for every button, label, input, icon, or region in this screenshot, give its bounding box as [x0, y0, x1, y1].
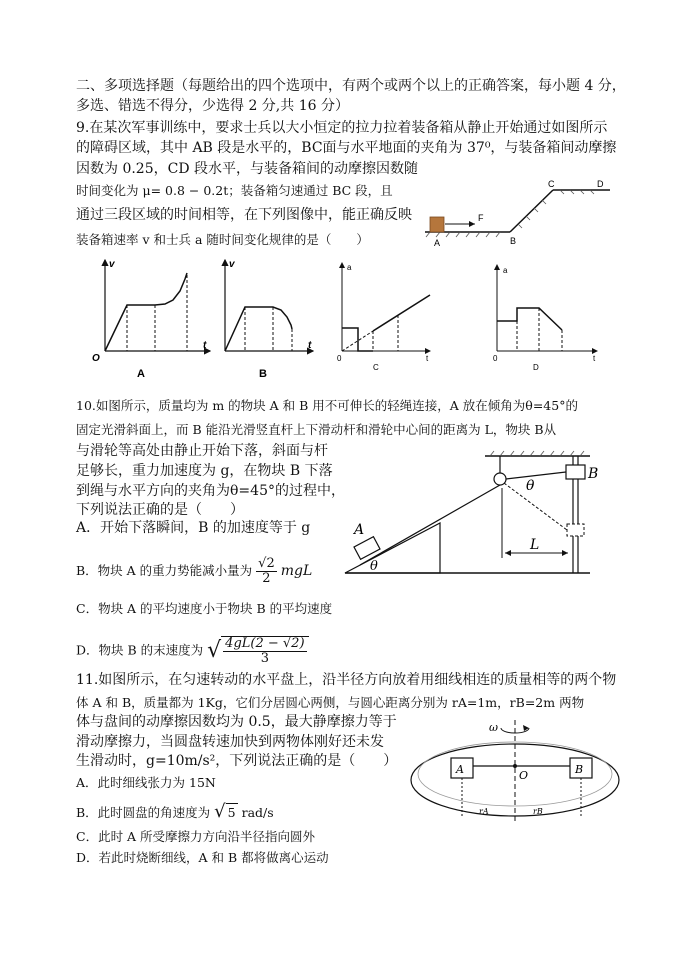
section-heading-line1: 二、多项选择题（每题给出的四个选项中，有两个或两个以上的正确答案，每小题 4 分，: [76, 78, 626, 94]
q10-text-line6: 下列说法正确的是（ ）: [76, 502, 244, 518]
q11-text-line4: 滑动摩擦力，当圆盘转速加快到两物体刚好还未发: [76, 734, 384, 750]
q10-option-c: C．物块 A 的平均速度小于物块 B 的平均速度: [76, 601, 333, 616]
q10-option-d-fraction: $\frac{4gL(2 - √2)}{3}$: [221, 636, 308, 666]
graph-b-t-label: t: [308, 340, 312, 351]
q9-text-line6: 装备箱速率 v 和士兵 a 随时间变化规律的是（ ）: [76, 232, 369, 247]
q10-text-line4: 足够长，重力加速度为 g，在物块 B 下落: [76, 463, 333, 479]
point-c-label: C: [548, 180, 555, 189]
section-heading-line2: 多选、错选不得分，少选得 2 分,共 16 分）: [76, 98, 349, 114]
graph-c-origin: 0: [337, 354, 342, 363]
equipment-box: [430, 217, 444, 232]
q9-terrain-figure: [420, 180, 620, 250]
q10-text-line5: 到绳与水平方向的夹角为θ=45°的过程中，: [76, 483, 345, 499]
q10-option-b-fraction: $\frac{√2}{2}$: [258, 556, 275, 586]
center-o-label: O: [519, 769, 529, 782]
q10-option-a: A．开始下落瞬间，B 的加速度等于 g: [76, 520, 311, 536]
graph-b: [225, 259, 313, 380]
q11-disk-figure: [405, 712, 625, 824]
q9-text-line4: 时间变化为 μ= 0.8 − 0.2t；装备箱匀速通过 BC 段，且: [76, 183, 393, 198]
q11-text-line2: 体 A 和 B，质量都为 1Kg，它们分居圆心两侧，与圆心距离分别为 rA=1m，rB=2m 两物: [76, 695, 585, 710]
graph-a-v-label: v: [109, 259, 115, 270]
graph-a-origin: O: [92, 353, 100, 364]
block-b-label: B: [588, 466, 599, 482]
incline-angle-label: θ: [370, 559, 378, 574]
q10-text-line3: 与滑轮等高处由静止开始下落，斜面与杆: [76, 443, 328, 459]
graph-c-t-label: t: [426, 354, 429, 363]
radius-a-label: rA: [479, 807, 489, 816]
q11-option-a: A．此时细线张力为 15N: [76, 775, 216, 790]
graph-c-a-label: a: [347, 263, 352, 272]
q9-graphs: [85, 255, 625, 385]
graph-c-label: C: [373, 363, 379, 372]
force-label: F: [478, 213, 484, 223]
q11-option-d: D．若此时烧断细线，A 和 B 都将做离心运动: [76, 850, 329, 865]
graph-a: [92, 259, 210, 380]
point-a-label: A: [434, 238, 441, 248]
q9-text-line3: 因数为 0.25，CD 段水平，与装备箱间的动摩擦因数随: [76, 161, 419, 177]
graph-c: [337, 263, 430, 372]
point-d-label: D: [597, 180, 604, 189]
point-b-label: B: [510, 236, 517, 246]
distance-l-label: L: [530, 537, 540, 553]
q11-text-line3: 体与盘间的动摩擦因数均为 0.5，最大静摩擦力等于: [76, 714, 397, 730]
q11-text-line5: 生滑动时，g=10m/s²，下列说法正确的是（ ）: [76, 753, 398, 769]
q9-text-line1: 9.在某次军事训练中，要求士兵以大小恒定的拉力拉着装备箱从静止开始通过如图所示: [76, 120, 608, 136]
q11-option-b: B．此时圆盘的角速度为 √ 5 rad/s: [76, 801, 274, 822]
block-a-label: A: [456, 763, 464, 776]
q11-option-c: C．此时 A 所受摩擦力方向沿半径指向圆外: [76, 829, 316, 844]
graph-a-t-label: t: [203, 340, 207, 351]
q11-text-line1: 11.如图所示，在匀速转动的水平盘上，沿半径方向放着用细线相连的质量相等的两个物: [76, 672, 617, 688]
graph-b-label: B: [259, 368, 267, 380]
q10-pulley-figure: [340, 448, 600, 578]
block-b-label: B: [575, 763, 584, 776]
rope-angle-label: θ: [526, 478, 535, 494]
block-b: [566, 465, 585, 479]
graph-d-origin: 0: [493, 354, 498, 363]
omega-label: ω: [489, 721, 498, 734]
q9-text-line5: 通过三段区域的时间相等，在下列图像中，能正确反映: [76, 207, 412, 223]
q10-option-d: D．物块 B 的末速度为 √ $\frac{4gL(2 - √2)}{3}$: [76, 636, 309, 666]
graph-b-v-label: v: [229, 259, 235, 270]
q9-text-line2: 的障碍区域，其中 AB 段是水平的，BC面与水平地面的夹角为 37⁰，与装备箱间动摩擦: [76, 140, 617, 156]
graph-d: [493, 265, 597, 372]
graph-d-label: D: [533, 363, 539, 372]
q10-option-b: B．物块 A 的重力势能减小量为 $\frac{√2}{2}$ mgL: [76, 556, 313, 586]
block-a-label: A: [354, 522, 365, 538]
graph-d-t-label: t: [593, 354, 596, 363]
q10-text-line1: 10.如图所示，质量均为 m 的物块 A 和 B 用不可伸长的轻绳连接，A 放在倾角为θ=45°的: [76, 398, 578, 413]
q10-text-line2: 固定光滑斜面上，而 B 能沿光滑竖直杆上下滑动杆和滑轮中心间的距离为 L，物块 B从: [76, 422, 557, 437]
graph-a-label: A: [137, 368, 145, 380]
graph-d-a-label: a: [503, 266, 508, 275]
radius-b-label: rB: [533, 807, 543, 816]
